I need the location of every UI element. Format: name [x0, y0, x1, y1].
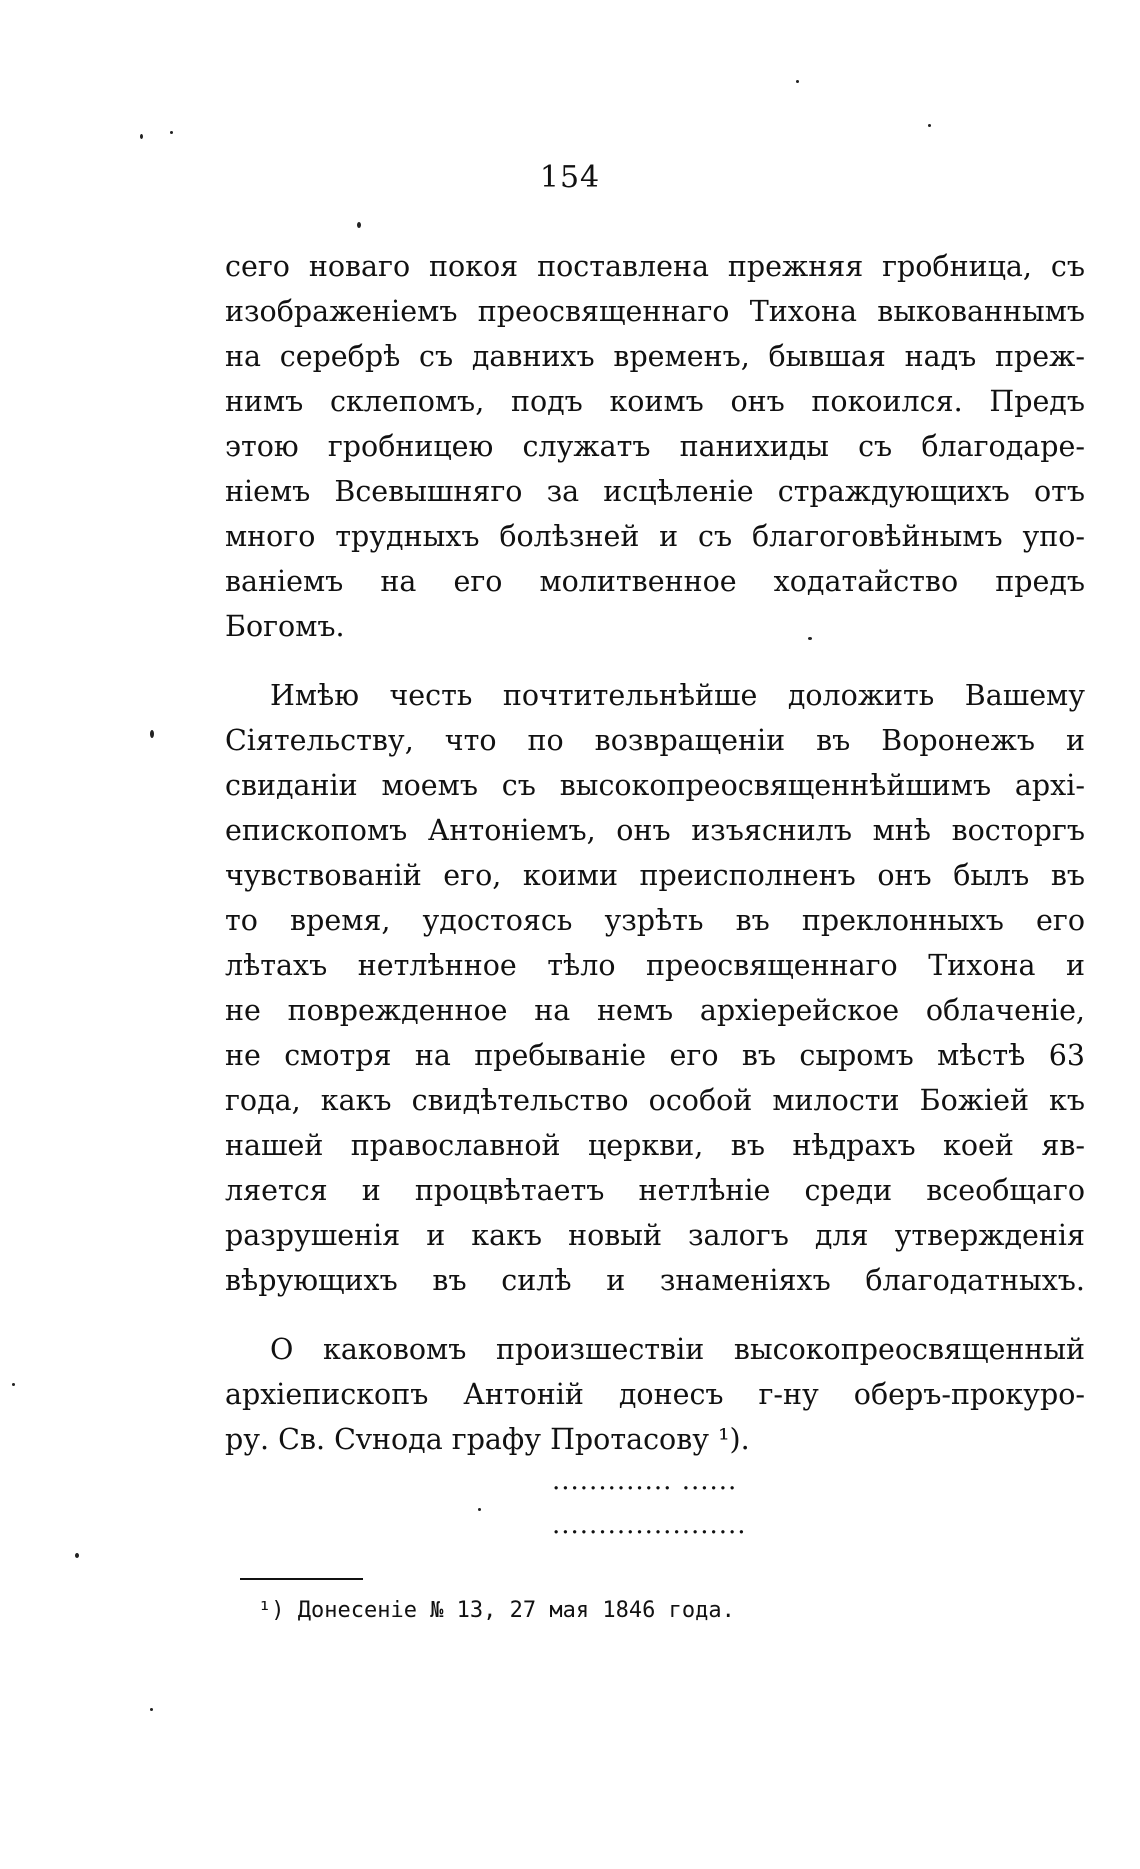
- scan-speck: [170, 131, 173, 134]
- paragraph-3: [225, 1327, 1085, 1462]
- scan-speck: [140, 134, 143, 139]
- text-line: Сіятельству, что по возвращеніи въ Воронежъ и: [225, 724, 1085, 757]
- text-line: нимъ склепомъ, подъ коимъ онъ покоился. Предъ: [225, 385, 1085, 418]
- scan-speck: [796, 80, 799, 83]
- text-line: на серебрѣ съ давнихъ временъ, бывшая надъ преж-: [225, 340, 1085, 373]
- text-line: сего новаго покоя поставлена прежняя гробница, съ: [225, 250, 1085, 283]
- text-line: епископомъ Антоніемъ, онъ изъяснилъ мнѣ восторгъ: [225, 814, 1085, 847]
- paragraph-2: [225, 673, 1085, 1303]
- text-line: свиданіи моемъ съ высокопреосвященнѣйшимъ архі-: [225, 769, 1085, 802]
- text-line: ніемъ Всевышняго за исцѣленіе страждующихъ отъ: [225, 475, 1085, 508]
- scan-speck: [150, 730, 154, 738]
- text-line: ляется и процвѣтаетъ нетлѣніе среди всеобщаго: [225, 1174, 1085, 1207]
- text-line: изображеніемъ преосвященнаго Тихона выкованнымъ: [225, 295, 1085, 328]
- scan-speck: [12, 1383, 15, 1386]
- footnote: ¹) Донесеніе № 13, 27 мая 1846 года.: [258, 1598, 735, 1623]
- text-line: много трудныхъ болѣзней и съ благоговѣйнымъ упо-: [225, 520, 1085, 553]
- scan-speck: [808, 637, 812, 640]
- scan-speck: [357, 222, 361, 228]
- scan-speck: [928, 124, 931, 127]
- ellipsis-line-1: ............. ......: [552, 1466, 738, 1496]
- text-line: нашей православной церкви, въ нѣдрахъ коей яв-: [225, 1129, 1085, 1162]
- page-number: 154: [539, 160, 601, 195]
- text-line: этою гробницею служатъ панихиды съ благодаре-: [225, 430, 1085, 463]
- text-line: архіепископъ Антоній донесъ г-ну оберъ-прокуро-: [225, 1378, 1085, 1411]
- text-line: вѣрующихъ въ силѣ и знаменіяхъ благодатныхъ.: [225, 1264, 1085, 1297]
- footnote-divider: [240, 1578, 363, 1580]
- scan-speck: [75, 1553, 79, 1558]
- text-line: чувствованій его, коими преисполненъ онъ былъ въ: [225, 859, 1085, 892]
- text-line: Богомъ.: [225, 610, 345, 643]
- text-line: Имѣю честь почтительнѣйше доложить Вашему: [270, 679, 1085, 712]
- text-line: лѣтахъ нетлѣнное тѣло преосвященнаго Тихона и: [225, 949, 1085, 982]
- scan-speck: [150, 1708, 153, 1711]
- body-text: [225, 244, 1085, 1462]
- text-line: года, какъ свидѣтельство особой милости Божіей къ: [225, 1084, 1085, 1117]
- text-line: ваніемъ на его молитвенное ходатайство предъ: [225, 565, 1085, 598]
- text-line: не поврежденное на немъ архіерейское облаченіе,: [225, 994, 1085, 1027]
- text-line: ру. Св. Сvнода графу Протасову ¹).: [225, 1423, 750, 1456]
- text-line: разрушенія и какъ новый залогъ для утвержденія: [225, 1219, 1085, 1252]
- text-line: то время, удостоясь узрѣть въ преклонныхъ его: [225, 904, 1085, 937]
- ellipsis-line-2: .....................: [552, 1510, 747, 1540]
- text-line: О каковомъ произшествіи высокопреосвященный: [270, 1333, 1085, 1366]
- text-line: не смотря на пребываніе его въ сыромъ мѣстѣ 63: [225, 1039, 1085, 1072]
- paragraph-1: [225, 244, 1085, 649]
- scan-speck: [478, 1508, 481, 1511]
